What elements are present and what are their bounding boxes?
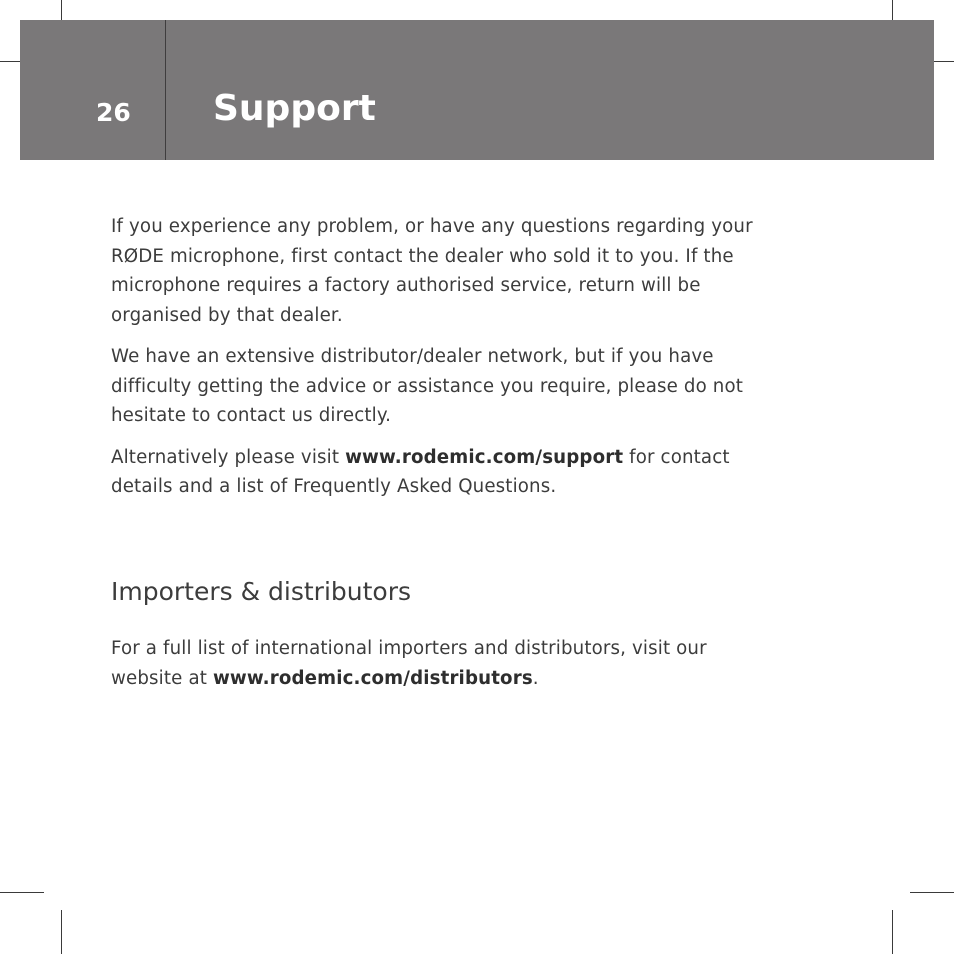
crop-mark-bottom-left-vertical — [61, 910, 62, 954]
crop-mark-bottom-right-horizontal — [910, 892, 954, 893]
text-line: for contact — [623, 446, 730, 468]
text-line: . — [532, 667, 539, 689]
support-paragraph-2 — [111, 342, 831, 431]
text-line: For a full list of international importers and distributors, visit our — [111, 638, 707, 659]
support-link[interactable]: www.rodemic.com/support — [345, 446, 624, 468]
text-line: details and a list of Frequently Asked Questions. — [111, 476, 557, 497]
importers-section — [111, 634, 831, 705]
support-paragraph-1 — [111, 212, 831, 330]
header-divider — [165, 20, 166, 160]
text-line: Alternatively please visit — [111, 446, 346, 468]
text-line: microphone requires a factory authorised service, return will be — [111, 275, 701, 296]
crop-mark-bottom-left-horizontal — [0, 892, 44, 893]
page-number: 26 — [96, 98, 131, 127]
text-line: organised by that dealer. — [111, 304, 343, 326]
distributors-link[interactable]: www.rodemic.com/distributors — [212, 667, 533, 689]
page-header — [20, 20, 934, 160]
page-title: Support — [213, 88, 376, 129]
section-heading-importers: Importers & distributors — [111, 577, 412, 606]
text-line: If you experience any problem, or have any questions regarding your — [111, 216, 753, 237]
support-paragraph-3 — [111, 443, 831, 502]
importers-paragraph — [111, 634, 831, 693]
text-line: difficulty getting the advice or assistance you require, please do not — [111, 375, 744, 397]
text-line: website at — [111, 667, 213, 689]
support-section — [111, 212, 831, 514]
crop-mark-bottom-right-vertical — [892, 910, 893, 954]
text-line: We have an extensive distributor/dealer network, but if you have — [111, 346, 714, 367]
text-line: hesitate to contact us directly. — [111, 405, 392, 426]
text-line: RØDE microphone, first contact the dealer who sold it to you. If the — [111, 245, 734, 267]
